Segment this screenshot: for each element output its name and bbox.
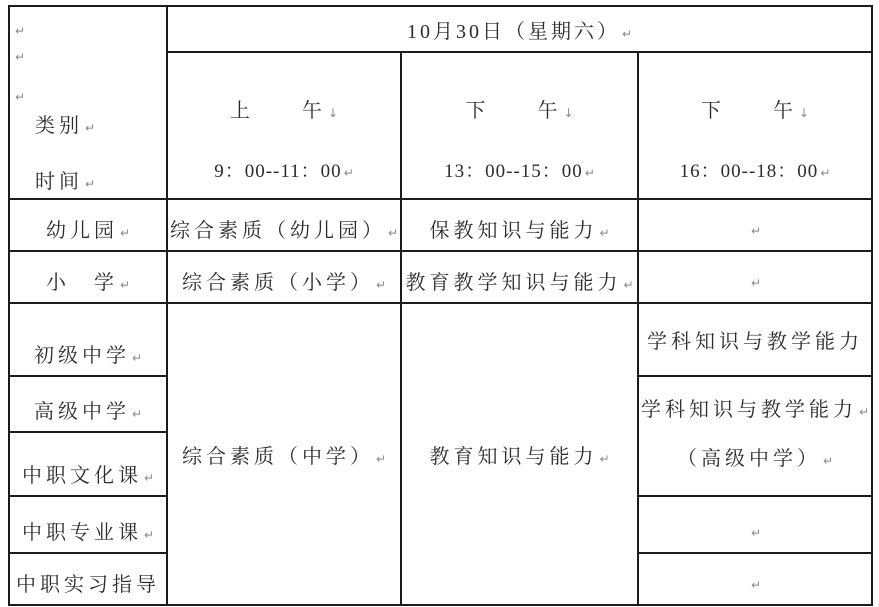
paragraph-mark: ↵ (343, 166, 354, 181)
category-primary: 小 学 ↵ (9, 251, 167, 303)
corner-time-label: 时间 ↵ (35, 171, 96, 193)
date-header-text: 10月30日（星期六） (406, 20, 620, 43)
subject-zonghesuzhi-secondary: 综合素质（中学） ↵ (167, 303, 401, 605)
paragraph-mark: ↵ (131, 351, 143, 365)
session-morning-cell (167, 52, 401, 199)
subject-baojiao: 保教知识与能力 ↵ (401, 199, 638, 251)
category-kindergarten: 幼儿园 ↵ (9, 199, 167, 251)
paragraph-mark: ↵ (143, 471, 155, 485)
paragraph-mark: ↵ (599, 451, 610, 466)
subject-xueke-senior (638, 376, 872, 496)
paragraph-mark: ↵ (85, 121, 96, 135)
paragraph-mark: ↵ (750, 224, 762, 238)
paragraph-mark: ↵ (15, 50, 26, 64)
paragraph-mark: ↵ (375, 451, 387, 466)
paragraph-mark: ↵ (599, 226, 610, 240)
paragraph-mark: ↵ (750, 526, 762, 540)
subject-zonghesuzhi-kindergarten: 综合素质（幼儿园） ↵ (167, 199, 401, 251)
paragraph-mark: ↵ (621, 26, 633, 41)
session-morning-time: 9：00--11：00 ↵ (214, 161, 354, 183)
paragraph-mark: ↵ (131, 407, 143, 421)
paragraph-mark: ↵ (143, 528, 155, 542)
corner-cell (9, 6, 167, 199)
empty-cell-primary-pm2 (638, 251, 872, 303)
paragraph-mark: ↵ (15, 24, 26, 38)
paragraph-mark: ↵ (375, 278, 387, 292)
empty-cell-voc-practice-pm2 (638, 553, 872, 605)
paragraph-mark: ↵ (85, 177, 96, 191)
empty-cell-voc-major-pm2 (638, 496, 872, 553)
session-afternoon2-time: 16：00--18：00 ↵ (679, 161, 831, 183)
paragraph-mark: ↵ (387, 226, 399, 240)
session-afternoon1-cell (401, 52, 638, 199)
paragraph-mark: ↵ (119, 226, 131, 240)
line-break-mark: ↓ (563, 106, 574, 121)
category-vocational-major: 中职专业课 ↵ (9, 496, 167, 553)
session-morning-period: 上 午 ↓ (229, 100, 339, 123)
paragraph-mark: ↵ (584, 166, 595, 181)
subject-jiaoyu-zhishi: 教育知识与能力 ↵ (401, 303, 638, 605)
paragraph-mark: ↵ (119, 278, 131, 292)
paragraph-mark: ↵ (750, 276, 762, 290)
category-vocational-practice: 中职实习指导 (9, 553, 167, 605)
category-senior-secondary: 高级中学 ↵ (9, 376, 167, 432)
category-vocational-culture: 中职文化课 ↵ (9, 432, 167, 496)
session-afternoon2-cell (638, 52, 872, 199)
session-afternoon1-time: 13：00--15：00 ↵ (444, 161, 595, 183)
line-break-mark: ↓ (798, 106, 810, 121)
session-afternoon2-period: 下 午 ↓ (700, 100, 810, 123)
corner-category-label: 类别 ↵ (35, 115, 96, 137)
date-header-cell (167, 6, 872, 52)
category-junior-secondary: 初级中学 ↵ (9, 303, 167, 376)
line-break-mark: ↓ (327, 106, 339, 121)
session-afternoon1-period: 下 午 ↓ (465, 100, 574, 123)
paragraph-mark: ↵ (750, 578, 762, 592)
exam-schedule-table (8, 5, 873, 606)
subject-xueke-junior: 学科知识与教学能力 (638, 303, 872, 376)
subject-xueke-senior-line1: 学科知识与教学能力 ↵ (640, 399, 870, 421)
paragraph-mark: ↵ (623, 278, 634, 292)
paragraph-mark: ↵ (15, 90, 26, 104)
empty-cell-kindergarten-pm2 (638, 199, 872, 251)
subject-zonghesuzhi-primary: 综合素质（小学） ↵ (167, 251, 401, 303)
paragraph-mark: ↵ (858, 405, 870, 419)
paragraph-mark: ↵ (820, 166, 831, 181)
subject-xueke-senior-line2: （高级中学） ↵ (676, 448, 834, 470)
subject-jiaoyu-jiaoxue: 教育教学知识与能力 ↵ (401, 251, 638, 303)
paragraph-mark: ↵ (822, 454, 834, 468)
